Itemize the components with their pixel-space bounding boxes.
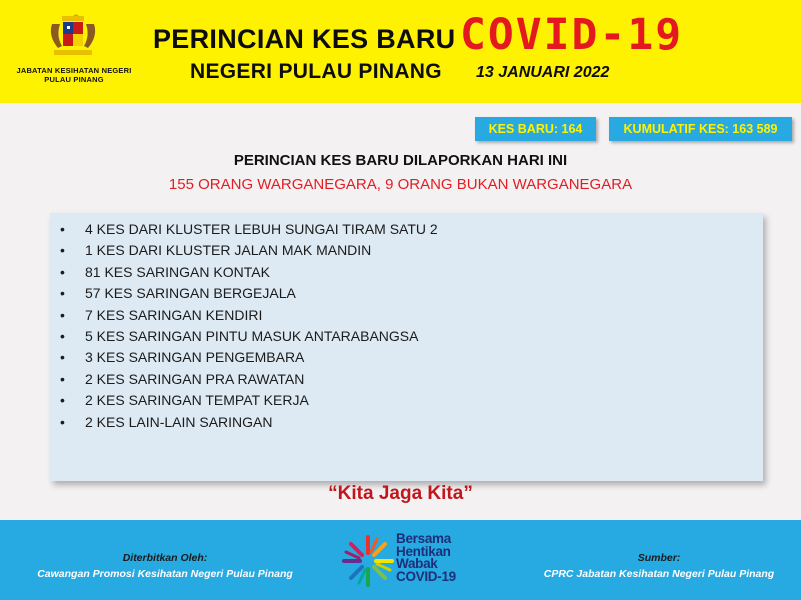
cumulative-cases-badge: KUMULATIF KES: 163 589 — [609, 117, 792, 141]
summary-heading: PERINCIAN KES BARU DILAPORKAN HARI INI — [233, 152, 568, 169]
report-date: 13 JANUARI 2022 — [476, 64, 610, 81]
summary-breakdown: 155 ORANG WARGANEGARA, 9 ORANG BUKAN WARGANEGARA — [168, 176, 633, 193]
list-item: • 2 KES SARINGAN TEMPAT KERJA — [58, 390, 438, 411]
department-name: JABATAN KESIHATAN NEGERI PULAU PINANG — [16, 66, 132, 84]
publisher-name: Cawangan Promosi Kesihatan Negeri Pulau Pinang — [37, 568, 293, 580]
bullet-icon: • — [60, 349, 65, 366]
bullet-icon: • — [60, 263, 65, 280]
list-item: • 5 KES SARINGAN PINTU MASUK ANTARABANGSA — [58, 326, 438, 347]
bullet-icon: • — [60, 392, 65, 409]
campaign-logo — [341, 533, 469, 589]
title-prefix: PERINCIAN KES BARU — [153, 24, 456, 54]
list-item: • 4 KES DARI KLUSTER LEBUH SUNGAI TIRAM SATU 2 — [58, 219, 438, 240]
source-label: Sumber: — [637, 552, 681, 564]
list-item: • 7 KES SARINGAN KENDIRI — [58, 305, 438, 326]
list-item: • 57 KES SARINGAN BERGEJALA — [58, 283, 438, 304]
bullet-icon: • — [60, 370, 65, 387]
publisher-info — [20, 550, 310, 582]
bullet-icon: • — [60, 327, 65, 344]
bullet-icon: • — [60, 221, 65, 237]
coat-of-arms-icon — [48, 14, 98, 58]
list-item: • 2 KES LAIN-LAIN SARINGAN — [58, 412, 438, 433]
new-cases-badge: KES BARU: 164 — [475, 117, 596, 141]
bullet-icon: • — [60, 242, 65, 259]
publisher-label: Diterbitkan Oleh: — [122, 552, 208, 564]
bullet-icon: • — [60, 306, 65, 323]
source-info — [528, 550, 790, 582]
slogan: “Kita Jaga Kita” — [328, 483, 473, 504]
source-name: CPRC Jabatan Kesihatan Negeri Pulau Pinang — [543, 568, 775, 580]
bullet-icon: • — [60, 285, 65, 302]
campaign-logo-text: Bersama Hentikan Wabak COVID-19 — [396, 531, 456, 584]
state-name: NEGERI PULAU PINANG — [190, 60, 442, 83]
list-item: • 3 KES SARINGAN PENGEMBARA — [58, 347, 438, 368]
case-list — [58, 219, 438, 433]
list-item: • 1 KES DARI KLUSTER JALAN MAK MANDIN — [58, 240, 438, 261]
title-covid: COVID-19 — [460, 10, 684, 60]
list-item: • 81 KES SARINGAN KONTAK — [58, 262, 438, 283]
bullet-icon: • — [60, 413, 65, 430]
burst-icon — [341, 534, 395, 588]
header-banner — [0, 0, 801, 103]
list-item: • 2 KES SARINGAN PRA RAWATAN — [58, 369, 438, 390]
case-detail-box — [50, 213, 763, 481]
